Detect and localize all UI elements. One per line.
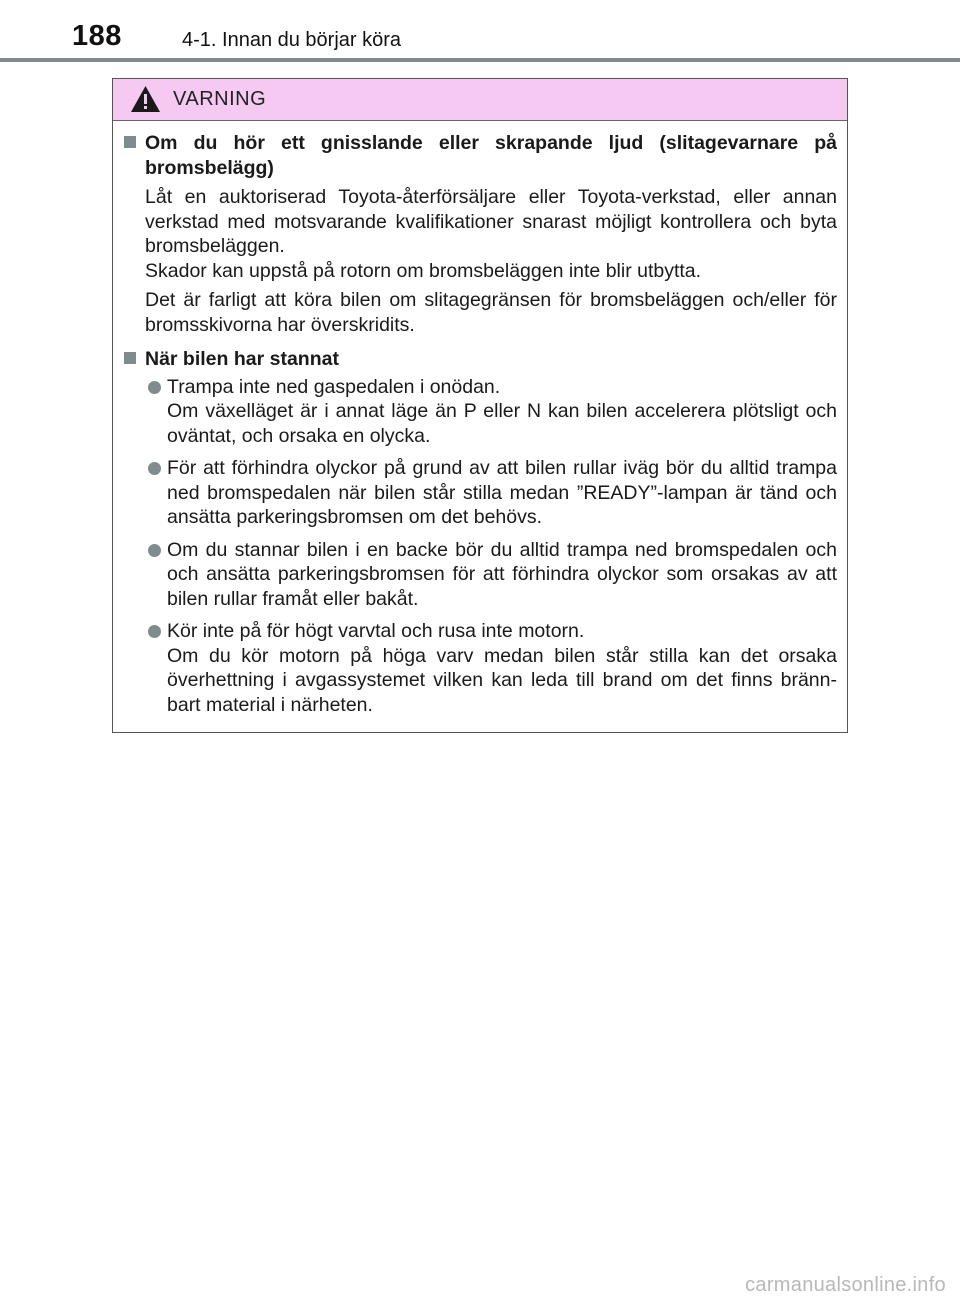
circle-bullet-icon [148, 544, 161, 557]
list-item-text: Trampa inte ned gaspedalen i onödan. Om växelläget är i annat läge än P eller N kan bilen accelerera plötsligt och oväntat, och orsaka en olycka. [167, 375, 837, 447]
list-item-text: Om du stannar bilen i en backe bör du alltid trampa ned bromspedalen och och ansätta parkeringsbromsen för att förhindra olyckor som orsakas av att bilen rullar framåt eller bakåt. [167, 538, 837, 610]
page-number: 188 [72, 20, 122, 52]
warning-box [112, 78, 848, 733]
warning-label: VARNING [173, 88, 267, 110]
item-heading-text: När bilen har stannat [145, 348, 339, 370]
list-item-text: Kör inte på för högt varvtal och rusa inte motorn. Om du kör motorn på höga varv medan bilen står stilla kan det orsaka överhettning i avgassystemet vilken kan leda till brand om det finns bränn-bart material i närheten. [167, 620, 837, 716]
circle-bullet-icon [148, 381, 161, 394]
list-item [123, 456, 837, 530]
warning-header [113, 79, 847, 121]
warning-triangle-icon [130, 85, 161, 113]
header-rule [0, 58, 960, 62]
paragraph: Låt en auktoriserad Toyota-återförsäljare eller Toyota-verkstad, eller annan verkstad med motsvarande kvalifikationer snarast möjligt kontrollera och byta bromsbeläggen. Skador kan uppstå på rotorn om bromsbeläggen inte blir utbytta. [145, 186, 837, 282]
item-heading-text: Om du hör ett gnisslande eller skrapande ljud (slitagevarnare på bromsbelägg) [145, 132, 837, 179]
item-heading [123, 347, 837, 372]
warning-body [113, 121, 847, 717]
square-bullet-icon [124, 136, 136, 148]
list-item-text: För att förhindra olyckor på grund av att bilen rullar iväg bör du alltid trampa ned bromspedalen när bilen står stilla medan ”READY”-lampan är tänd och ansätta parkeringsbromsen om det behövs. [167, 457, 837, 528]
section-title: 4-1. Innan du börjar köra [182, 29, 402, 51]
list-item [123, 538, 837, 612]
watermark: carmanualsonline.info [745, 1274, 946, 1296]
circle-bullet-icon [148, 462, 161, 475]
square-bullet-icon [124, 352, 136, 364]
item-heading [123, 131, 837, 180]
list-item [123, 375, 837, 449]
warning-item-brake-wear [123, 131, 837, 337]
warning-item-stopped [123, 347, 837, 717]
circle-bullet-icon [148, 625, 161, 638]
paragraph: Det är farligt att köra bilen om slitagegränsen för bromsbeläggen och/eller för bromsskivorna har överskridits. [145, 289, 837, 336]
list-item [123, 619, 837, 717]
